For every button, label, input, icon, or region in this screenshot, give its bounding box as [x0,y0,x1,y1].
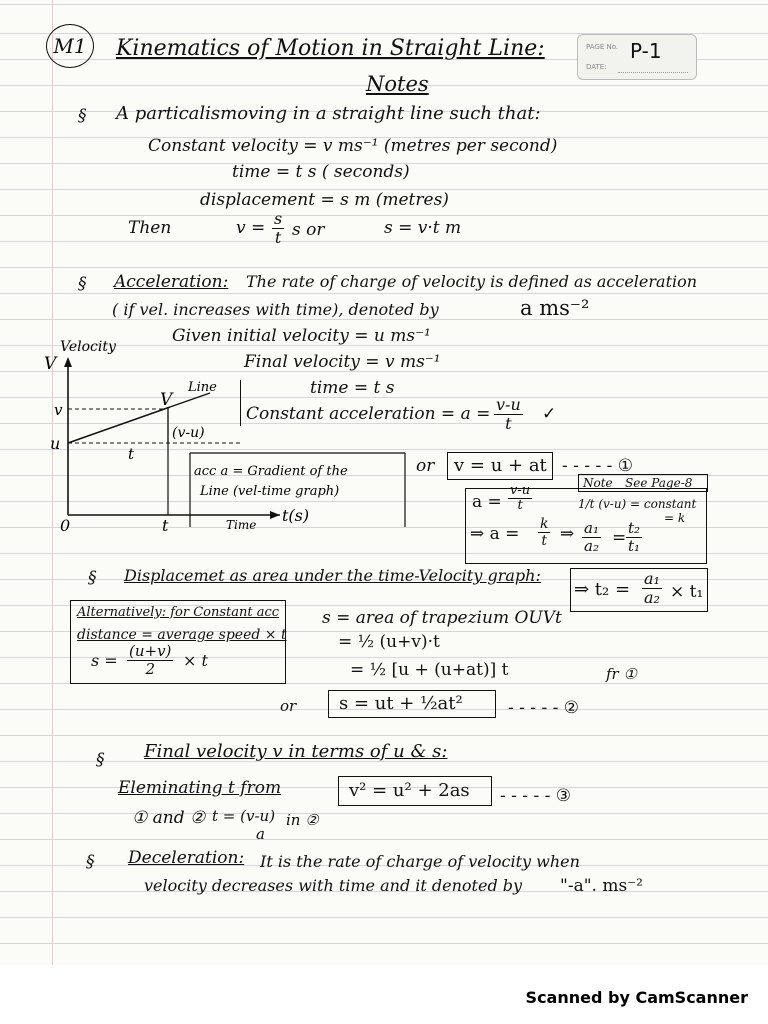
graph-origin: 0 [60,516,71,535]
velocity-line [68,407,170,443]
equation-2: s = ut + ½at² [339,693,463,714]
note-line-1: 1/t (v-u) = constant [578,497,697,511]
acceleration-definition: The rate of charge of velocity is defined as acceleration [246,272,698,291]
equation-1: v = u + at [454,455,547,476]
acceleration-symbol: a ms⁻² [520,296,590,320]
graph-rise-label: (v-u) [172,425,205,441]
deceleration-definition: It is the rate of charge of velocity when [260,852,580,871]
note-eq-sign: = [612,528,627,548]
alt-tail: × t [183,651,208,670]
frac-numerator: v-u [496,395,521,414]
frac-numerator: s [274,209,283,228]
graph-line-label: Line [188,380,217,395]
section-mark: § [78,106,87,126]
constant-acceleration: Constant acceleration = a = [246,404,491,424]
equation-1-box [447,452,553,480]
graph-ylabel-top: Velocity [60,339,116,355]
date-line [618,62,688,73]
final-velocity: Final velocity = v ms⁻¹ [244,352,441,372]
frac-denominator: 2 [145,660,155,678]
alt-fraction [127,643,173,678]
topic-code-circle: M1 [46,24,94,68]
frac-denominator: a₂ [584,537,599,555]
sec1-time: time = t s ( seconds) [232,162,410,182]
area-step-2-ref: fr ① [606,665,637,683]
alt-s: s = [91,651,118,670]
displacement-heading: Displacemet as area under the time-Velocity graph: [124,566,541,585]
graph-xlabel: t(s) [282,506,310,525]
see-page-label: See Page-8 [625,476,693,490]
equation-2-ref: - - - - - ② [508,698,579,718]
alternative-box [70,600,286,684]
equation-3: v² = u² + 2as [349,780,470,801]
frac-numerator: t₂ [628,519,641,537]
alt-line-1: distance = average speed × t [77,627,287,643]
sec1-v-lhs: v = [236,218,266,238]
section-mark: § [78,274,87,294]
date-label: DATE: [586,63,607,71]
frac-numerator: a₁ [584,519,599,537]
page-info-box [577,34,697,80]
graph-v-point: V [160,390,173,410]
note-k-fraction [538,516,550,549]
final-velocity-heading: Final velocity v in terms of u & s: [144,741,448,762]
note-label: Note [583,476,613,490]
note-a-eq: a = [472,492,502,512]
frac-denominator: a₂ [644,588,660,607]
note-a-fraction [508,484,532,513]
result-fraction [642,570,662,607]
sec1-intro: A particalismoving in a straight line such that: [116,103,541,124]
area-step-1: = ½ (u+v)·t [338,632,440,652]
or-label: or [416,456,435,476]
frac-denominator: t [274,228,282,247]
frac-numerator: v-u [510,483,531,498]
frac-numerator: a₁ [644,569,660,588]
y-axis-arrow [64,357,72,367]
velocity-time-graph [30,335,410,535]
equation-2-box [328,690,496,718]
result-tail: × t₁ [670,582,704,602]
acceleration-definition-2: ( if vel. increases with time), denoted by [112,300,439,319]
note-arrow-2: ⇒ [560,524,575,544]
sec1-then: Then [128,218,172,238]
acc-gradient-text: acc a = Gradient of the [194,464,348,479]
acc-gradient-text-2: Line (vel-time graph) [200,484,340,499]
alt-title: Alternatively: for Constant acc [77,605,280,620]
sec1-velocity: Constant velocity = v ms⁻¹ (metres per second) [148,136,558,156]
line-pointer [170,393,210,407]
graph-v-tick: v [54,401,63,419]
frac-denominator: t [505,414,512,433]
frac-denominator: t [541,533,548,549]
in-equation-2: in ② [286,811,319,829]
note-a1a2-fraction [582,520,601,555]
deceleration-definition-2: velocity decreases with time and it denoted by [144,876,523,895]
using-equations: ① and ② [132,808,206,828]
section-mark: § [88,568,97,588]
page-no-label: PAGE No. [586,43,619,51]
note-header-box [578,474,708,492]
frac-denominator: t [517,498,523,513]
sec1-s-equation: s = v·t m [384,218,462,238]
or-label: or [280,697,297,715]
deceleration-symbol: "-a". ms⁻² [560,876,643,896]
sec1-unit: s or [292,220,325,240]
scanner-watermark: Scanned by CamScanner [525,988,748,1007]
page-subtitle: Notes [366,72,429,96]
sec1-fraction [272,210,284,247]
time-line: time = t s [310,378,395,398]
result-lhs: ⇒ t₂ = [574,579,631,600]
initial-velocity: Given initial velocity = u ms⁻¹ [172,326,431,346]
graph-u-tick: u [50,434,61,453]
deceleration-heading: Deceleration: [128,848,245,868]
graph-run-label: t [128,445,135,463]
graph-time-label: Time [226,518,257,532]
frac-numerator: (u+v) [129,642,172,660]
check-mark: ✓ [542,404,557,424]
t-expression-den: a [256,825,265,843]
area-step-2: = ½ [u + (u+at)] t [350,660,509,680]
equation-3-box [338,776,492,806]
section-mark: § [96,750,105,770]
t-expression: t = (v-u) [212,807,276,825]
sec1-displacement: displacement = s m (metres) [200,190,449,210]
frac-numerator: k [540,516,549,532]
page-number: P-1 [630,39,662,63]
eliminating-text: Eleminating t from [118,778,282,798]
page-title: Kinematics of Motion in Straight Line: [116,36,545,61]
note-line-1b: = k [664,511,686,525]
equation-3-ref: - - - - - ③ [500,786,571,806]
equation-1-ref: - - - - - ① [562,456,633,476]
section-mark: § [86,852,95,872]
graph-ylabel: V [44,354,57,374]
acceleration-heading: Acceleration: [114,272,229,292]
graph-t-tick: t [162,516,169,535]
frac-denominator: t₁ [628,537,641,555]
trapezium-area: s = area of trapezium OUVt [322,608,562,628]
note-arrow-1: ⇒ a = [470,524,520,544]
x-axis-arrow [270,511,280,519]
note-t2t1-fraction [626,520,642,555]
